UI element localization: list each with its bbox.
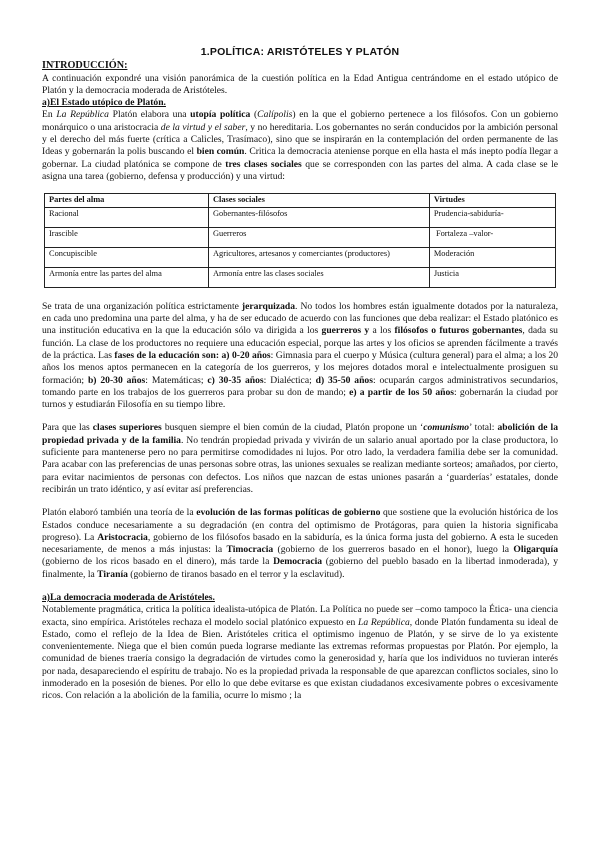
table-row bbox=[45, 267, 556, 287]
table-header-cell: Partes del alma bbox=[45, 194, 209, 208]
table-cell: Armonía entre las clases sociales bbox=[208, 267, 429, 287]
table-header-cell: Clases sociales bbox=[208, 194, 429, 208]
soul-classes-table bbox=[44, 193, 556, 288]
section-a-heading: a)El Estado utópico de Platón. bbox=[42, 97, 166, 109]
table-cell: Justicia bbox=[429, 267, 555, 287]
table-cell: Armonía entre las partes del alma bbox=[45, 267, 209, 287]
table-cell: Irascible bbox=[45, 227, 209, 247]
table-cell: Prudencia-sabiduría- bbox=[429, 207, 555, 227]
table-row bbox=[45, 227, 556, 247]
table-cell: Agricultores, artesanos y comerciantes (productores) bbox=[208, 247, 429, 267]
section-a-paragraph-4: Platón elaboró también una teoría de la evolución de las formas políticas de gobierno que sostiene que la evolución histórica de los Estados conduce necesariamente a su degradación (en contra del optimismo de Protágoras, para quien la historia significaba progreso). La Aristocracia, gobierno de los filósofos basado en la sabiduría, es la única forma justa del gobierno. A esta le suceden necesariamente, de menos a más injustas: la Timocracia (gobierno de los guerreros basado en el honor), luego la Oligarquía (gobierno de los ricos basado en el dinero), más tarde la Democracia (gobierno del pueblo basado en la libertad inmoderada), y finalmente, la Tiranía (gobierno de tiranos basado en el terror y la esclavitud). bbox=[42, 507, 559, 580]
section-a-paragraph-1: En La República Platón elabora una utopía política (Calípolis) en la que el gobierno pertenece a los filósofos. Con un gobierno monárquico o una aristocracia de la virtud y el saber, y no hereditaria. Los gobernantes no serán conducidos por la ambición personal y el derecho del más fuerte (crítica a Calicles, Trasímaco), sino que se inspirarán en la contemplación del orden permanente de las Ideas y gobernarán la polis buscando el bien común. Critica la democracia ateniense porque en ella hasta el más inepto podía llegar a gobernar. La ciudad platónica se compone de tres clases sociales que se corresponden con las partes del alma. A cada clase se le asigna una tarea (gobierno, defensa y producción) y una virtud: bbox=[42, 109, 559, 182]
table-header-cell: Virtudes bbox=[429, 194, 555, 208]
intro-paragraph: A continuación expondré una visión panorámica de la cuestión política en la Edad Antigua centrándome en el estado utópico de Platón y la democracia moderada de Aristóteles. bbox=[42, 72, 558, 96]
section-b-paragraph-1: Notablemente pragmática, critica la política idealista-utópica de Platón. La Política no puede ser –como tampoco la Ética- una ciencia exacta, sino empírica. Aristóteles rechaza el modelo social platónico expuesto en La República, donde Platón fundamenta su ideal de Estado, como el reflejo de la Idea de Bien. Aristóteles critica el optimismo ingenuo de Platón, y se sirve de lo ya existente convenientemente. Niega que el bien común pueda lograrse mediante las extremas reformas propuestas por Platón. Por ejemplo, la comunidad de bienes traería consigo la degradación de virtudes como la generosidad y, haría que los individuos no tuvieran interés por nada, desapareciendo el espíritu de trabajo. No es la propiedad privada la responsable de que aparezcan conflictos sociales, sino lo inmoderado en la posesión de bienes. Por ello lo que debe evitarse es que existan ciudadanos excesivamente pobres o excesivamente ricos. Con relación a la abolición de la familia, ocurre lo mismo ; la bbox=[42, 604, 558, 702]
section-a-paragraph-3: Para que las clases superiores busquen siempre el bien común de la ciudad, Platón propone un ‘comunismo’ total: abolición de la propiedad privada y de la familia. No tendrán propiedad privada y vivirán de un salario anual aportado por la clase productora, lo suficiente para mantenerse pero no para permitirse comodidades ni lujos. Por otro lado, la verdadera familia debe ser la comunidad. Para acabar con las preferencias de unas personas sobre otras, las uniones sexuales se realizan mediante sorteos; amañados, por cierto, para evitar nacimientos de personas con defectos. Los niños que nazcan de estas uniones pasarán a ‘guarderías’ estatales, donde recibirán un trato idéntico, y así evitar así preferencias. bbox=[42, 422, 558, 495]
table-cell: Racional bbox=[45, 207, 209, 227]
table-row bbox=[45, 207, 556, 227]
table-row bbox=[45, 247, 556, 267]
table-header-row bbox=[45, 194, 556, 208]
section-b-heading: a)La democracia moderada de Aristóteles. bbox=[42, 592, 215, 603]
table-cell: Gobernantes-filósofos bbox=[208, 207, 429, 227]
intro-heading: INTRODUCCIÓN: bbox=[42, 60, 128, 72]
table-cell: Guerreros bbox=[208, 227, 429, 247]
table-cell: Moderación bbox=[429, 247, 555, 267]
section-a-paragraph-2: Se trata de una organización política estrictamente jerarquizada. No todos los hombres están igualmente dotados por la naturaleza, en cada uno predomina una parte del alma, y ha de ser educado de acuerdo con las funciones que deba realizar: el Estado platónico es una institución educativa en la que la educación sólo va dirigida a los guerreros y a los filósofos o futuros gobernantes, dada su función. La clase de los productores no requiere una educación especial, porque las artes y los oficios se aprenden fácilmente a través de la práctica. Las fases de la educación son: a) 0-20 años: Gimnasia para el cuerpo y Música (cultura general) para el alma; a los 20 años los menos aptos permanecen en la categoría de los guerreros, y los mejores dotados moral e intelectualmente prosiguen su formación; b) 20-30 años: Matemáticas; c) 30-35 años: Dialéctica; d) 35-50 años: ocuparán cargos administrativos secundarios, tomando parte en los trabajos de los guerreros para probar su don de mando; e) a partir de los 50 años: gobernarán la ciudad por turnos y estudiarán Filosofía en su tiempo libre. bbox=[42, 300, 558, 411]
document-title: 1.POLÍTICA: ARISTÓTELES Y PLATÓN bbox=[200, 46, 400, 58]
table-cell: Concupiscible bbox=[45, 247, 209, 267]
table-cell: Fortaleza –valor- bbox=[429, 227, 555, 247]
